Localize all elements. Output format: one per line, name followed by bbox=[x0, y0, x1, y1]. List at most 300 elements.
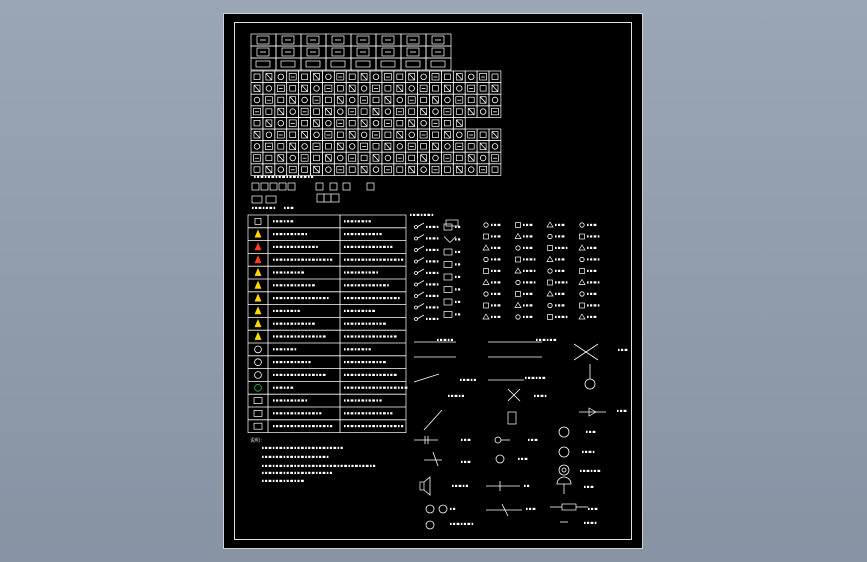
small-device-symbol bbox=[580, 269, 585, 274]
legend-spec-glyph bbox=[361, 246, 364, 248]
legend-spec-glyph bbox=[394, 335, 397, 337]
device-symbol bbox=[290, 143, 296, 150]
device-symbol bbox=[314, 132, 320, 138]
small-device-symbol bbox=[516, 315, 520, 319]
device-label-glyph bbox=[562, 247, 565, 249]
legend-desc-glyph bbox=[316, 425, 318, 427]
legend-spec-glyph bbox=[390, 259, 392, 261]
symbol-glyph bbox=[458, 238, 460, 240]
note-glyph bbox=[297, 456, 299, 458]
legend-spec-glyph bbox=[369, 284, 371, 286]
legend-spec-glyph bbox=[351, 220, 354, 222]
grid-cell bbox=[299, 117, 311, 129]
legend-desc-glyph bbox=[273, 335, 275, 337]
legend-spec-glyph bbox=[379, 361, 381, 363]
legend-spec-glyph bbox=[366, 259, 368, 261]
legend-spec-glyph bbox=[361, 297, 364, 299]
device-symbol bbox=[421, 155, 427, 162]
device-symbol bbox=[254, 167, 260, 173]
device-symbol bbox=[397, 97, 403, 103]
legend-desc-glyph bbox=[287, 387, 289, 389]
device-label-glyph bbox=[587, 293, 589, 295]
legend-spec-glyph bbox=[344, 399, 346, 401]
device-label-glyph bbox=[494, 270, 496, 272]
legend-spec-glyph bbox=[347, 323, 349, 325]
legend-spec-glyph bbox=[347, 335, 349, 337]
grid-cell bbox=[322, 94, 334, 106]
legend-spec-glyph bbox=[366, 348, 368, 350]
legend-spec-glyph bbox=[347, 310, 349, 312]
note-glyph bbox=[308, 465, 310, 467]
device-label-glyph bbox=[491, 235, 493, 237]
legend-desc-glyph bbox=[280, 271, 283, 273]
switch-label-glyph bbox=[433, 226, 436, 228]
label-glyph bbox=[468, 461, 471, 463]
note-glyph bbox=[279, 456, 282, 458]
diode-label-glyph bbox=[617, 410, 619, 412]
switch-symbol bbox=[417, 258, 424, 262]
device-label-glyph bbox=[562, 235, 565, 237]
legend-desc-glyph bbox=[295, 361, 297, 363]
note-glyph bbox=[323, 472, 326, 474]
legend-spec-glyph bbox=[366, 246, 368, 248]
note-glyph bbox=[301, 447, 304, 449]
symbol bbox=[562, 468, 566, 472]
legend-spec-glyph bbox=[358, 323, 360, 325]
grid-cell bbox=[346, 94, 358, 106]
legend-desc-glyph bbox=[273, 374, 275, 376]
note-glyph bbox=[297, 472, 299, 474]
legend-desc-glyph bbox=[280, 259, 283, 261]
label-glyph bbox=[528, 439, 530, 441]
legend-spec-glyph bbox=[369, 399, 371, 401]
wire-label-glyph bbox=[532, 377, 535, 379]
legend-desc-glyph bbox=[305, 361, 307, 363]
device-symbol bbox=[456, 155, 462, 161]
device-symbol bbox=[278, 108, 284, 115]
grid-cell bbox=[453, 129, 465, 141]
grid-cell bbox=[418, 71, 430, 83]
device-symbol bbox=[349, 167, 355, 173]
device-label-glyph bbox=[590, 293, 592, 295]
legend-desc-glyph bbox=[295, 323, 297, 325]
note-glyph bbox=[287, 456, 289, 458]
note-glyph bbox=[276, 480, 278, 482]
note-glyph bbox=[312, 472, 315, 474]
legend-spec-glyph bbox=[369, 361, 371, 363]
device-symbol bbox=[409, 166, 415, 173]
legend-spec-glyph bbox=[405, 387, 408, 389]
device-symbol bbox=[492, 167, 498, 173]
legend-desc-glyph bbox=[290, 361, 293, 363]
grid-cell bbox=[287, 83, 299, 95]
device-symbol bbox=[492, 97, 498, 103]
legend-desc-glyph bbox=[298, 374, 300, 376]
legend-desc-glyph bbox=[301, 297, 304, 299]
grid-cell bbox=[430, 152, 442, 164]
grid-cell bbox=[394, 164, 406, 176]
device-label-glyph bbox=[562, 258, 565, 260]
grid-cell bbox=[465, 141, 477, 153]
device-label-glyph bbox=[562, 293, 565, 295]
device-symbol bbox=[468, 97, 474, 103]
legend-spec-glyph bbox=[358, 310, 360, 312]
legend-desc-glyph bbox=[298, 246, 300, 248]
legend-desc-glyph bbox=[287, 233, 289, 235]
device-symbol-grid bbox=[251, 34, 501, 175]
legend-spec-glyph bbox=[347, 246, 349, 248]
grid-cell bbox=[263, 83, 275, 95]
symbol bbox=[496, 455, 504, 463]
legend-spec-glyph bbox=[358, 233, 360, 235]
note-glyph bbox=[362, 465, 364, 467]
device-symbol bbox=[326, 167, 332, 173]
legend-desc-glyph bbox=[280, 387, 283, 389]
legend-spec-glyph bbox=[351, 297, 354, 299]
legend-desc-glyph bbox=[273, 361, 275, 363]
cap-label-glyph bbox=[468, 439, 471, 441]
note-glyph bbox=[290, 447, 293, 449]
label-glyph bbox=[308, 176, 310, 178]
device-symbol bbox=[314, 166, 320, 173]
device-symbol bbox=[433, 132, 439, 138]
wire-label-glyph bbox=[451, 339, 453, 341]
legend-spec-glyph bbox=[344, 387, 346, 389]
device-symbol bbox=[278, 155, 284, 162]
label-glyph bbox=[595, 508, 598, 510]
switch-label-glyph bbox=[433, 318, 436, 320]
grid-cell bbox=[322, 164, 334, 176]
legend-desc-glyph bbox=[284, 284, 286, 286]
legend-spec-glyph bbox=[347, 297, 349, 299]
small-device-symbol bbox=[483, 280, 489, 285]
note-glyph bbox=[297, 447, 299, 449]
device-label-glyph bbox=[498, 293, 501, 295]
x-label-glyph bbox=[537, 395, 539, 397]
device-symbol bbox=[480, 109, 486, 115]
legend-spec-glyph bbox=[358, 425, 360, 427]
legend-spec-glyph bbox=[376, 399, 378, 401]
small-symbol bbox=[343, 183, 350, 190]
legend-desc-glyph bbox=[301, 271, 304, 273]
device-symbol bbox=[444, 74, 450, 80]
legend-spec-glyph bbox=[372, 233, 375, 235]
note-glyph bbox=[294, 480, 296, 482]
legend-spec-glyph bbox=[355, 297, 357, 299]
legend-desc-glyph bbox=[290, 259, 293, 261]
legend-spec-glyph bbox=[347, 284, 349, 286]
legend-desc-glyph bbox=[287, 246, 289, 248]
note-glyph bbox=[338, 465, 340, 467]
legend-desc-glyph bbox=[308, 335, 310, 337]
device-symbol bbox=[254, 97, 260, 103]
legend-spec-glyph bbox=[372, 259, 375, 261]
legend-desc-glyph bbox=[308, 412, 310, 414]
legend-desc-glyph bbox=[330, 259, 332, 261]
device-symbol bbox=[302, 132, 308, 139]
switch-label-glyph bbox=[429, 306, 431, 308]
legend-spec-glyph bbox=[361, 259, 364, 261]
switch-label-glyph bbox=[429, 295, 431, 297]
legend-spec-glyph bbox=[344, 246, 346, 248]
legend-spec-glyph bbox=[369, 323, 371, 325]
grid-cell bbox=[430, 129, 442, 141]
device-symbol bbox=[361, 109, 367, 115]
symbol bbox=[439, 505, 447, 513]
switch-label-glyph bbox=[426, 272, 428, 274]
wire-label-glyph bbox=[474, 379, 476, 381]
legend-spec-glyph bbox=[372, 425, 375, 427]
legend-desc-glyph bbox=[295, 412, 297, 414]
legend-desc-glyph bbox=[319, 374, 321, 376]
device-label-glyph bbox=[590, 270, 592, 272]
note-glyph bbox=[305, 472, 307, 474]
label-glyph bbox=[291, 207, 294, 209]
device-symbol bbox=[456, 74, 462, 81]
legend-desc-glyph bbox=[280, 399, 283, 401]
label-glyph bbox=[525, 458, 528, 460]
symbol bbox=[559, 447, 569, 457]
device-label-glyph bbox=[523, 258, 525, 260]
device-label-glyph bbox=[530, 247, 533, 249]
device-symbol bbox=[361, 120, 367, 127]
device-label-glyph bbox=[555, 304, 557, 306]
device-label-glyph bbox=[494, 247, 496, 249]
symbol bbox=[444, 224, 452, 230]
meter-symbol bbox=[585, 379, 595, 389]
note-glyph bbox=[327, 472, 329, 474]
legend-desc-glyph bbox=[323, 259, 326, 261]
note-glyph bbox=[276, 472, 278, 474]
note-glyph bbox=[305, 456, 307, 458]
small-device-symbol bbox=[579, 245, 585, 250]
device-symbol bbox=[337, 132, 343, 138]
device-label-glyph bbox=[491, 304, 493, 306]
switch-symbol bbox=[417, 246, 424, 250]
legend-desc-glyph bbox=[273, 271, 275, 273]
legend-spec-glyph bbox=[344, 425, 346, 427]
legend-desc-glyph bbox=[301, 412, 304, 414]
legend-spec-glyph bbox=[369, 335, 371, 337]
legend-spec-glyph bbox=[355, 348, 357, 350]
device-label-glyph bbox=[491, 270, 493, 272]
device-label-glyph bbox=[530, 224, 533, 226]
grid-cell bbox=[358, 129, 370, 141]
device-symbol bbox=[290, 109, 296, 115]
grid-cell bbox=[275, 164, 287, 176]
note-glyph bbox=[276, 465, 278, 467]
legend-desc-glyph bbox=[319, 335, 321, 337]
grid-cell bbox=[263, 152, 275, 164]
header-glyph bbox=[427, 214, 430, 216]
note-glyph bbox=[287, 472, 289, 474]
legend-spec-glyph bbox=[369, 412, 371, 414]
note-glyph bbox=[323, 465, 326, 467]
legend-desc-glyph bbox=[276, 425, 278, 427]
device-symbol bbox=[326, 120, 332, 126]
grid-cell bbox=[465, 164, 477, 176]
device-label-glyph bbox=[562, 270, 565, 272]
note-glyph bbox=[351, 465, 353, 467]
grid-cell bbox=[275, 117, 287, 129]
legend-spec-glyph bbox=[361, 271, 364, 273]
grid-cell bbox=[453, 106, 465, 118]
switch-label-glyph bbox=[433, 272, 436, 274]
switch-symbol bbox=[381, 61, 395, 67]
device-symbol bbox=[468, 108, 474, 115]
switch-label-glyph bbox=[426, 306, 428, 308]
device-symbol bbox=[254, 74, 260, 80]
legend-spec-glyph bbox=[369, 387, 371, 389]
label-glyph bbox=[580, 470, 582, 472]
grid-cell bbox=[382, 106, 394, 118]
legend-desc-glyph bbox=[305, 233, 307, 235]
switch-label-glyph bbox=[426, 249, 428, 251]
device-label-glyph bbox=[594, 235, 597, 237]
small-device-symbol bbox=[548, 315, 553, 320]
legend-spec-glyph bbox=[387, 259, 389, 261]
legend-spec-glyph bbox=[401, 425, 403, 427]
legend-desc-glyph bbox=[301, 323, 304, 325]
label-glyph bbox=[276, 176, 278, 178]
legend-desc-glyph bbox=[316, 259, 318, 261]
legend-spec-glyph bbox=[355, 233, 357, 235]
device-label-glyph bbox=[523, 235, 525, 237]
legend-desc-glyph bbox=[280, 220, 283, 222]
legend-desc-glyph bbox=[305, 259, 307, 261]
device-label-glyph bbox=[526, 235, 528, 237]
note-glyph bbox=[327, 447, 329, 449]
legend-desc-glyph bbox=[290, 310, 293, 312]
device-label-glyph bbox=[562, 224, 565, 226]
grid-cell bbox=[418, 117, 430, 129]
wire-label-glyph bbox=[462, 395, 464, 397]
device-symbol bbox=[409, 86, 415, 92]
legend-spec-glyph bbox=[394, 259, 397, 261]
legend-spec-glyph bbox=[390, 297, 392, 299]
legend-desc-glyph bbox=[305, 284, 307, 286]
device-label-glyph bbox=[534, 270, 536, 272]
switch-label-glyph bbox=[437, 318, 439, 320]
legend-spec-glyph bbox=[366, 425, 368, 427]
legend-spec-glyph bbox=[361, 374, 364, 376]
device-symbol bbox=[254, 85, 260, 92]
legend-spec-glyph bbox=[344, 323, 346, 325]
grid-cell bbox=[489, 141, 501, 153]
device-label-glyph bbox=[587, 235, 589, 237]
symbol-glyph bbox=[455, 276, 457, 278]
legend-spec-glyph bbox=[361, 412, 364, 414]
legend-desc-glyph bbox=[327, 297, 329, 299]
device-symbol bbox=[409, 132, 415, 138]
device-label-glyph bbox=[562, 316, 565, 318]
legend-icon bbox=[254, 398, 262, 404]
wire-label-glyph bbox=[467, 379, 470, 381]
legend-desc-glyph bbox=[284, 399, 286, 401]
device-label-glyph bbox=[598, 304, 600, 306]
legend-desc-glyph bbox=[280, 284, 283, 286]
grid-cell bbox=[299, 141, 311, 153]
x-label-glyph bbox=[545, 395, 547, 397]
note-glyph bbox=[370, 465, 372, 467]
device-symbol bbox=[421, 120, 427, 126]
switch-symbol bbox=[306, 61, 320, 67]
note-glyph bbox=[273, 472, 275, 474]
label-glyph bbox=[591, 508, 593, 510]
symbol bbox=[444, 274, 452, 280]
legend-spec-glyph bbox=[351, 425, 354, 427]
small-device-symbol bbox=[484, 292, 488, 296]
legend-desc-glyph bbox=[273, 246, 275, 248]
grid-cell bbox=[430, 83, 442, 95]
device-symbol bbox=[349, 97, 355, 103]
notes-block bbox=[250, 437, 375, 482]
legend-spec-glyph bbox=[355, 220, 357, 222]
legend-desc-glyph bbox=[298, 271, 300, 273]
note-glyph bbox=[359, 465, 361, 467]
label-glyph bbox=[261, 176, 264, 178]
cross-label-glyph bbox=[618, 349, 620, 351]
grid-cell bbox=[465, 94, 477, 106]
note-glyph bbox=[279, 465, 282, 467]
legend-desc-glyph bbox=[298, 335, 300, 337]
grid-cell bbox=[406, 152, 418, 164]
wire-label-glyph bbox=[550, 339, 552, 341]
device-label-glyph bbox=[530, 316, 533, 318]
grid-cell bbox=[430, 106, 442, 118]
legend-spec-glyph bbox=[390, 246, 392, 248]
legend-desc-glyph bbox=[284, 246, 286, 248]
device-symbol bbox=[278, 97, 284, 103]
grid-cell bbox=[301, 58, 326, 70]
legend-spec-glyph bbox=[372, 323, 375, 325]
small-device-symbol bbox=[483, 245, 489, 250]
legend-desc-glyph bbox=[319, 412, 321, 414]
legend-spec-glyph bbox=[344, 335, 346, 337]
small-device-symbol bbox=[579, 314, 585, 319]
symbol-glyph bbox=[455, 238, 457, 240]
legend-desc-glyph bbox=[295, 284, 297, 286]
label-glyph bbox=[287, 207, 289, 209]
legend-spec-glyph bbox=[372, 310, 375, 312]
legend-desc-glyph bbox=[305, 297, 307, 299]
device-symbol bbox=[254, 144, 260, 150]
grid-cell bbox=[311, 129, 323, 141]
grid-cell bbox=[394, 71, 406, 83]
label-glyph bbox=[284, 207, 286, 209]
device-label-glyph bbox=[587, 247, 589, 249]
legend-spec-glyph bbox=[347, 361, 349, 363]
note-glyph bbox=[316, 447, 318, 449]
grid-cell bbox=[346, 141, 358, 153]
legend-spec-glyph bbox=[390, 425, 392, 427]
symbol-glyph bbox=[455, 301, 457, 303]
label-glyph bbox=[594, 470, 596, 472]
device-symbol bbox=[361, 74, 367, 81]
device-symbol bbox=[444, 85, 450, 92]
device-symbol bbox=[373, 120, 379, 126]
small-device-symbol bbox=[516, 292, 521, 297]
symbol-glyph bbox=[458, 276, 460, 278]
label-glyph bbox=[527, 485, 529, 487]
legend-desc-glyph bbox=[290, 220, 293, 222]
grid-cell bbox=[263, 129, 275, 141]
legend-spec-glyph bbox=[361, 323, 364, 325]
legend-icon bbox=[254, 410, 262, 416]
device-symbol bbox=[456, 109, 462, 115]
legend-desc-glyph bbox=[284, 271, 286, 273]
legend-desc-glyph bbox=[290, 246, 293, 248]
